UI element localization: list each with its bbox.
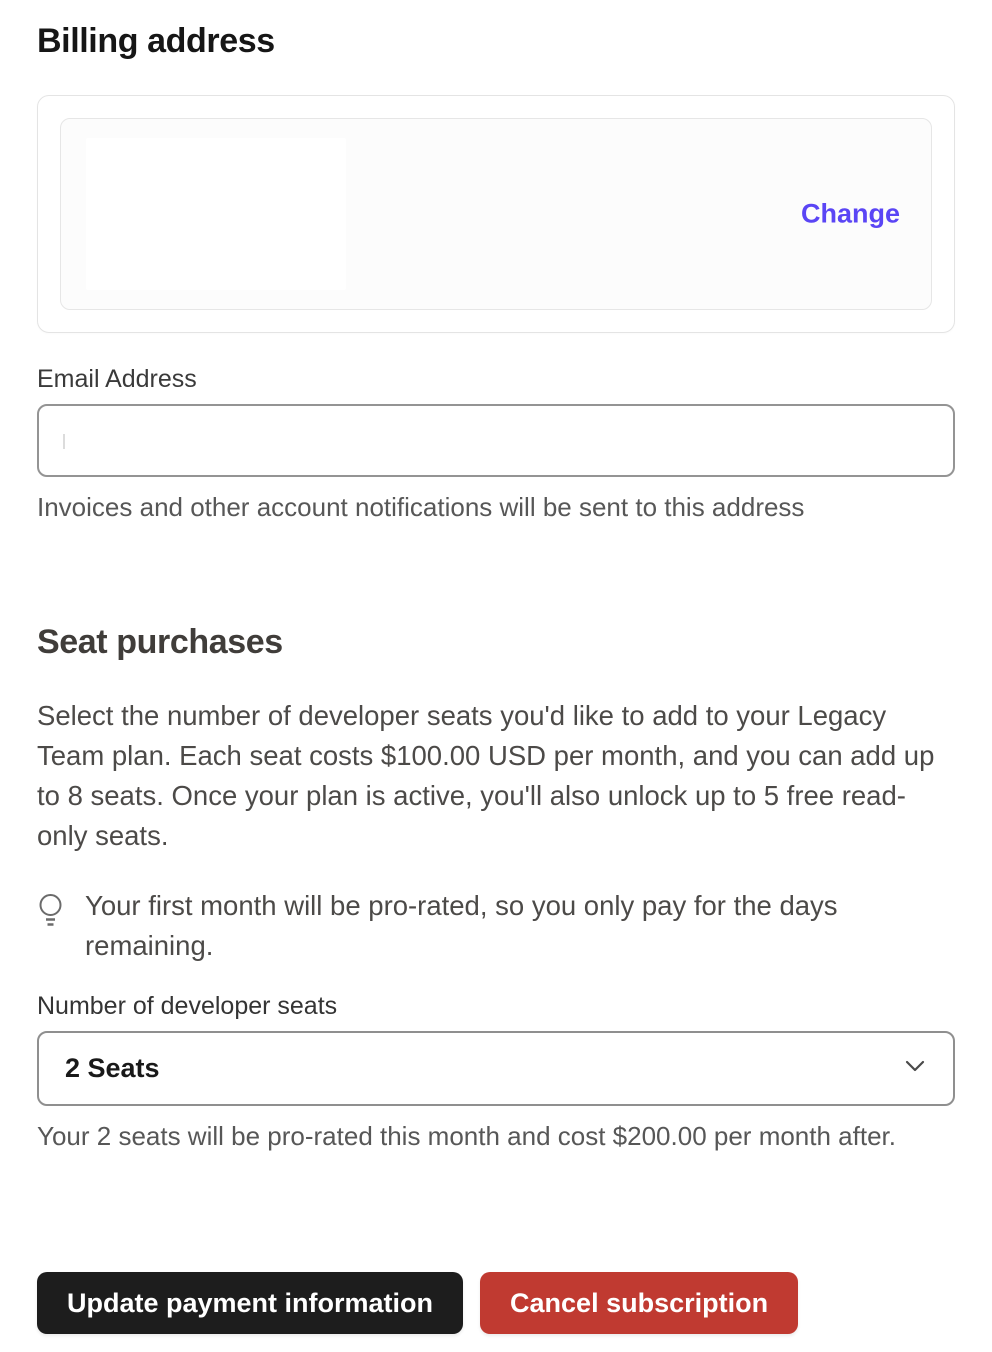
prorate-tip-text: Your first month will be pro-rated, so you only pay for the days remaining. (85, 890, 838, 961)
developer-seats-select[interactable] (37, 1031, 955, 1106)
chevron-down-icon (903, 1058, 927, 1079)
billing-address-card (37, 95, 955, 333)
action-buttons-row (37, 1272, 955, 1334)
email-field-wrapper (37, 404, 955, 477)
developer-seats-selected-value: 2 Seats (65, 1053, 160, 1083)
text-caret (63, 434, 65, 449)
seats-helper-text: Your 2 seats will be pro-rated this month and cost $200.00 per month after. (37, 1121, 896, 1151)
prorate-tip (37, 886, 955, 966)
seat-purchases-description: Select the number of developer seats you'd like to add to your Legacy Team plan. Each seat costs $100.00 USD per month, and you can add up to 8 seats. Once your plan is active, you'll also unlock up to 5 free read-only seats. (37, 700, 935, 851)
developer-seats-label: Number of developer seats (37, 992, 338, 1020)
billing-address-title: Billing address (37, 22, 275, 60)
email-helper-text: Invoices and other account notifications will be sent to this address (37, 492, 805, 522)
email-field[interactable] (37, 404, 955, 477)
redacted-address-block (86, 138, 346, 290)
cancel-subscription-button[interactable]: Cancel subscription (480, 1272, 798, 1334)
email-address-label: Email Address (37, 365, 197, 393)
update-payment-information-button[interactable]: Update payment information (37, 1272, 463, 1334)
change-billing-address-link[interactable]: Change (800, 198, 900, 229)
billing-address-inner-card (60, 118, 932, 310)
lightbulb-icon (37, 893, 64, 933)
seat-purchases-title: Seat purchases (37, 623, 283, 661)
